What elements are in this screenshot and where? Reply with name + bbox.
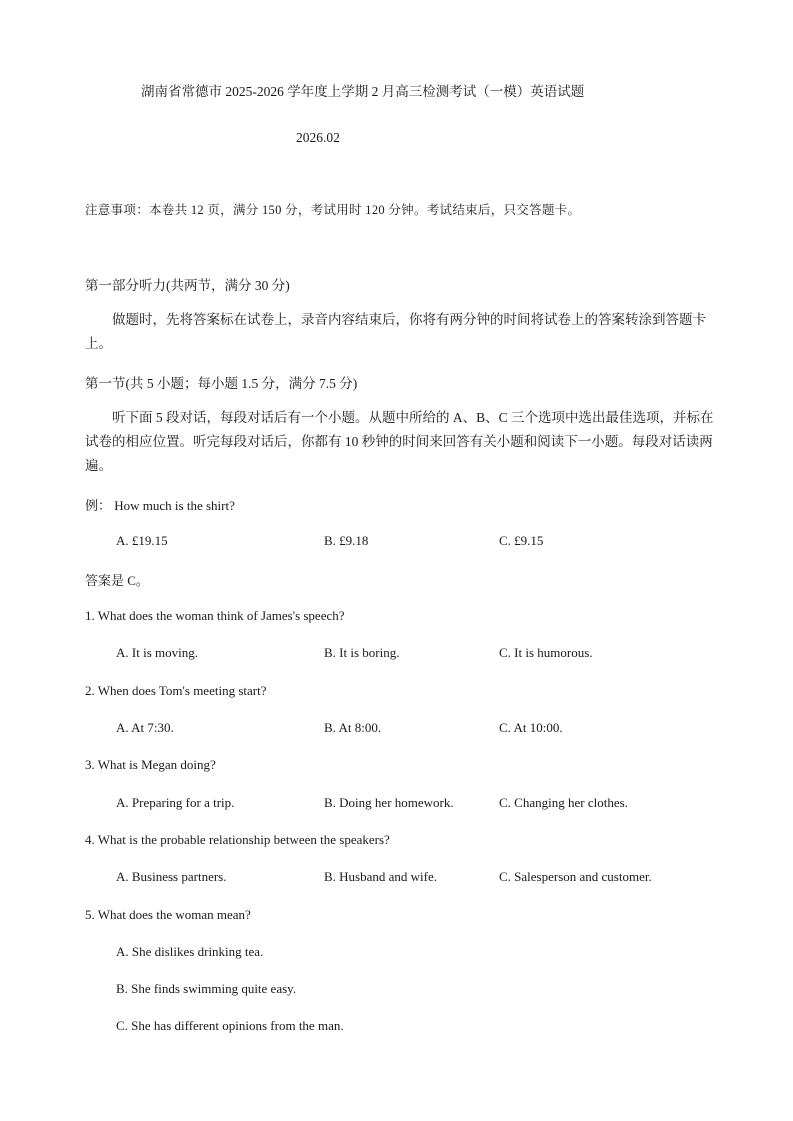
q1-option-b: B. It is boring. (324, 645, 400, 660)
q2-option-c: C. At 10:00. (499, 720, 563, 735)
q1-option-c: C. It is humorous. (499, 645, 593, 660)
q1-option-a: A. It is moving. (116, 645, 198, 660)
question-2: 2. When does Tom's meeting start? (85, 683, 267, 698)
notice-text: 注意事项：本卷共 12 页，满分 150 分，考试用时 120 分钟。考试结束后，只交答题卡。 (85, 203, 581, 217)
question-4: 4. What is the probable relationship between the speakers? (85, 832, 390, 847)
q5-option-b: B. She finds swimming quite easy. (116, 981, 297, 996)
q2-option-a: A. At 7:30. (116, 720, 174, 735)
example-option-a: A. £19.15 (116, 533, 168, 548)
q4-option-b: B. Husband and wife. (324, 869, 438, 884)
q4-option-a: A. Business partners. (116, 869, 227, 884)
q5-option-c: C. She has different opinions from the man. (116, 1018, 344, 1033)
question-1: 1. What does the woman think of James's speech? (85, 608, 345, 623)
exam-date: 2026.02 (296, 130, 340, 145)
section1-heading: 第一节(共 5 小题；每小题 1.5 分，满分 7.5 分) (85, 376, 358, 391)
q5-option-a: A. She dislikes drinking tea. (116, 944, 264, 959)
part1-instruction: 做题时，先将答案标在试卷上，录音内容结束后，你将有两分钟的时间将试卷上的答案转涂到答题卡上。 (85, 312, 706, 351)
example-label: 例： (85, 498, 112, 513)
example-option-c: C. £9.15 (499, 533, 544, 548)
question-3: 3. What is Megan doing? (85, 757, 216, 772)
section1-instruction: 听下面 5 段对话，每段对话后有一个小题。从题中所给的 A、B、C 三个选项中选出最佳选项，并标在试卷的相应位置。听完每段对话后，你都有 10 秒钟的时间来回答有关小题和阅读下一小题。每段对话读两遍。 (85, 410, 714, 473)
example-row (85, 495, 235, 514)
q3-option-c: C. Changing her clothes. (499, 795, 628, 810)
q4-option-c: C. Salesperson and customer. (499, 869, 652, 884)
part1-heading: 第一部分听力(共两节，满分 30 分) (85, 278, 290, 293)
q3-option-b: B. Doing her homework. (324, 795, 454, 810)
question-5: 5. What does the woman mean? (85, 907, 251, 922)
example-option-b: B. £9.18 (324, 533, 369, 548)
q3-option-a: A. Preparing for a trip. (116, 795, 235, 810)
exam-title: 湖南省常德市 2025-2026 学年度上学期 2 月高三检测考试（一模）英语试题 (141, 84, 585, 99)
example-answer: 答案是 C。 (85, 573, 149, 588)
example-question: How much is the shirt? (114, 498, 235, 513)
q2-option-b: B. At 8:00. (324, 720, 382, 735)
